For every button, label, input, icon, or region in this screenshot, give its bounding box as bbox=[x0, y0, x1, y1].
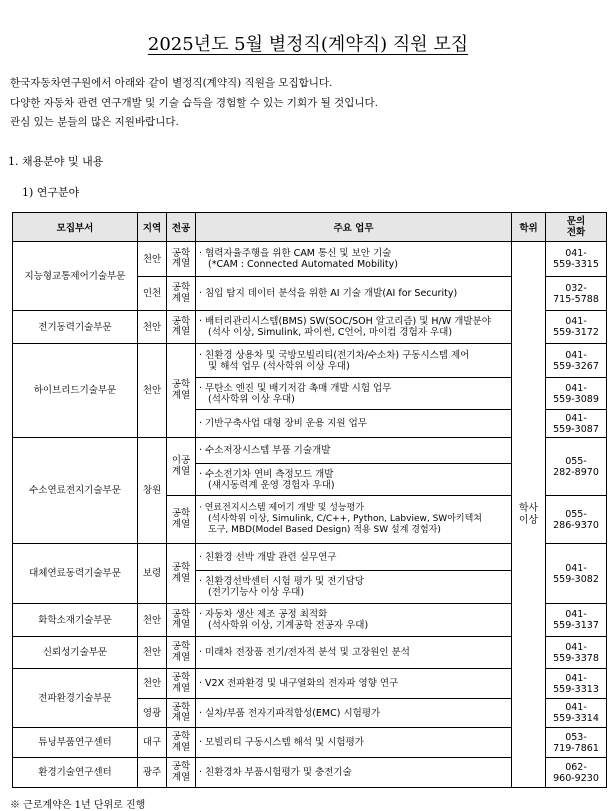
cell-phone: 055- 282-8970 bbox=[546, 438, 607, 496]
cell-dept: 튜닝부품연구센터 bbox=[13, 728, 138, 758]
header-degree: 학위 bbox=[512, 213, 546, 242]
cell-major: 공학 계열 bbox=[167, 669, 196, 699]
cell-phone: 053- 719-7861 bbox=[546, 728, 607, 758]
cell-phone: 041- 559-3082 bbox=[546, 544, 607, 604]
cell-major: 공학 계열 bbox=[167, 728, 196, 758]
cell-phone: 041- 559-3267 bbox=[546, 344, 607, 378]
cell-dept: 화학소재기술부문 bbox=[13, 604, 138, 637]
cell-task: · 협력자율주행을 위한 CAM 통신 및 보안 기술 (*CAM : Connected Automated Mobility) bbox=[196, 242, 512, 277]
cell-major: 공학 계열 bbox=[167, 311, 196, 344]
cell-task: · 무탄소 엔진 및 배기저감 촉매 개발 시험 업무 (석사학위 이상 우대) bbox=[196, 378, 512, 410]
cell-task: · 연료전지시스템 제어기 개발 및 성능평가 (석사학위 이상, Simulink, C/C++, Python, Labview, SW아키텍쳐 도구, MBD(Model Based Design) 적용 SW 설계 경험자) bbox=[196, 496, 512, 544]
cell-major: 공학 계열 bbox=[167, 699, 196, 728]
cell-region: 보령 bbox=[138, 544, 167, 604]
cell-task: · 실차/부품 전자기파적합성(EMC) 시험평가 bbox=[196, 699, 512, 728]
cell-region: 광주 bbox=[138, 758, 167, 788]
cell-task: · 기반구축사업 대형 장비 운용 지원 업무 bbox=[196, 410, 512, 438]
cell-phone: 041- 559-3087 bbox=[546, 410, 607, 438]
cell-phone: 062- 960-9230 bbox=[546, 758, 607, 788]
cell-dept: 수소연료전지기술부문 bbox=[13, 438, 138, 544]
cell-task: · V2X 전파환경 및 내구열화의 전자파 영향 연구 bbox=[196, 669, 512, 699]
header-phone: 문의 전화 bbox=[546, 213, 607, 242]
intro-line-3: 관심 있는 분들의 많은 지원바랍니다. bbox=[10, 116, 179, 128]
cell-major: 공학 계열 bbox=[167, 344, 196, 438]
cell-task: · 수소전기차 연비 측정모드 개발 (섀시동력계 운영 경험자 우대) bbox=[196, 464, 512, 496]
header-task: 주요 업무 bbox=[196, 213, 512, 242]
header-region: 지역 bbox=[138, 213, 167, 242]
cell-major: 이공 계열 bbox=[167, 438, 196, 496]
cell-dept: 전파환경기술부문 bbox=[13, 669, 138, 728]
page-title: 2025년도 5월 별정직(계약직) 직원 모집 bbox=[147, 34, 469, 55]
cell-major: 공학 계열 bbox=[167, 277, 196, 311]
cell-task: · 친환경 선박 개발 관련 실무연구 bbox=[196, 544, 512, 571]
cell-major: 공학 계열 bbox=[167, 496, 196, 544]
cell-phone: 032- 715-5788 bbox=[546, 277, 607, 311]
cell-region: 창원 bbox=[138, 438, 167, 544]
cell-region: 영광 bbox=[138, 699, 167, 728]
cell-phone: 041- 559-3313 bbox=[546, 669, 607, 699]
cell-phone: 041- 559-3089 bbox=[546, 378, 607, 410]
cell-dept: 신뢰성기술부문 bbox=[13, 637, 138, 669]
cell-task: · 모빌리티 구동시스템 해석 및 시험평가 bbox=[196, 728, 512, 758]
cell-phone: 041- 559-3137 bbox=[546, 604, 607, 637]
cell-region: 천안 bbox=[138, 344, 167, 438]
table-row bbox=[13, 242, 607, 277]
cell-phone: 041- 559-3314 bbox=[546, 699, 607, 728]
cell-major: 공학 계열 bbox=[167, 604, 196, 637]
section-heading-1: 1. 채용분야 및 내용 bbox=[8, 155, 104, 168]
cell-task: · 자동차 생산 제조 공정 최적화 (석사학위 이상, 기계공학 전공자 우대) bbox=[196, 604, 512, 637]
cell-region: 천안 bbox=[138, 311, 167, 344]
cell-phone: 041- 559-3172 bbox=[546, 311, 607, 344]
cell-dept: 전기동력기술부문 bbox=[13, 311, 138, 344]
cell-region: 천안 bbox=[138, 242, 167, 277]
subsection-heading-1: 1) 연구분야 bbox=[22, 186, 80, 199]
cell-major: 공학 계열 bbox=[167, 242, 196, 277]
table-header-row bbox=[13, 213, 607, 242]
cell-task: · 미래차 전장품 전기/전자적 분석 및 고장원인 분석 bbox=[196, 637, 512, 669]
cell-region: 인천 bbox=[138, 277, 167, 311]
cell-major: 공학 계열 bbox=[167, 544, 196, 604]
cell-task: · 친환경 상용차 및 국방모빌리티(전기차/수소차) 구동시스템 제어 및 해석 업무 (석사학위 이상 우대) bbox=[196, 344, 512, 378]
cell-region: 천안 bbox=[138, 669, 167, 699]
cell-region: 천안 bbox=[138, 637, 167, 669]
cell-dept: 대체연료동력기술부문 bbox=[13, 544, 138, 604]
cell-phone: 041- 559-3378 bbox=[546, 637, 607, 669]
cell-region: 천안 bbox=[138, 604, 167, 637]
cell-task: · 배터리관리시스템(BMS) SW(SOC/SOH 알고리즘) 및 H/W 개발분야 (석사 이상, Simulink, 파이썬, C언어, 마이컴 경험자 우대) bbox=[196, 311, 512, 344]
cell-dept: 지능형교통제어기술부문 bbox=[13, 242, 138, 311]
cell-task: · 수소저장시스템 부품 기술개발 bbox=[196, 438, 512, 464]
cell-major: 공학 계열 bbox=[167, 637, 196, 669]
cell-degree: 학사 이상 bbox=[512, 242, 546, 788]
recruitment-table bbox=[12, 212, 607, 788]
header-dept: 모집부서 bbox=[13, 213, 138, 242]
header-major: 전공 bbox=[167, 213, 196, 242]
intro-text bbox=[10, 74, 378, 133]
cell-task: · 친환경선박센터 시험 평가 및 전기담당 (전기기능사 이상 우대) bbox=[196, 571, 512, 604]
footnote: ※ 근로계약은 1년 단위로 진행 bbox=[10, 800, 146, 811]
cell-dept: 환경기술연구센터 bbox=[13, 758, 138, 788]
cell-major: 공학 계열 bbox=[167, 758, 196, 788]
cell-region: 대구 bbox=[138, 728, 167, 758]
cell-phone: 041- 559-3315 bbox=[546, 242, 607, 277]
cell-dept: 하이브리드기술부문 bbox=[13, 344, 138, 438]
intro-line-1: 한국자동차연구원에서 아래와 같이 별정직(계약직) 직원을 모집합니다. bbox=[10, 77, 333, 89]
cell-phone: 055- 286-9370 bbox=[546, 496, 607, 544]
cell-task: · 친환경차 부품시험평가 및 충전기술 bbox=[196, 758, 512, 788]
cell-task: · 침입 탐지 데이터 분석을 위한 AI 기술 개발(AI for Security) bbox=[196, 277, 512, 311]
intro-line-2: 다양한 자동차 관련 연구개발 및 기술 습득을 경험할 수 있는 기회가 될 것입니다. bbox=[10, 96, 378, 109]
